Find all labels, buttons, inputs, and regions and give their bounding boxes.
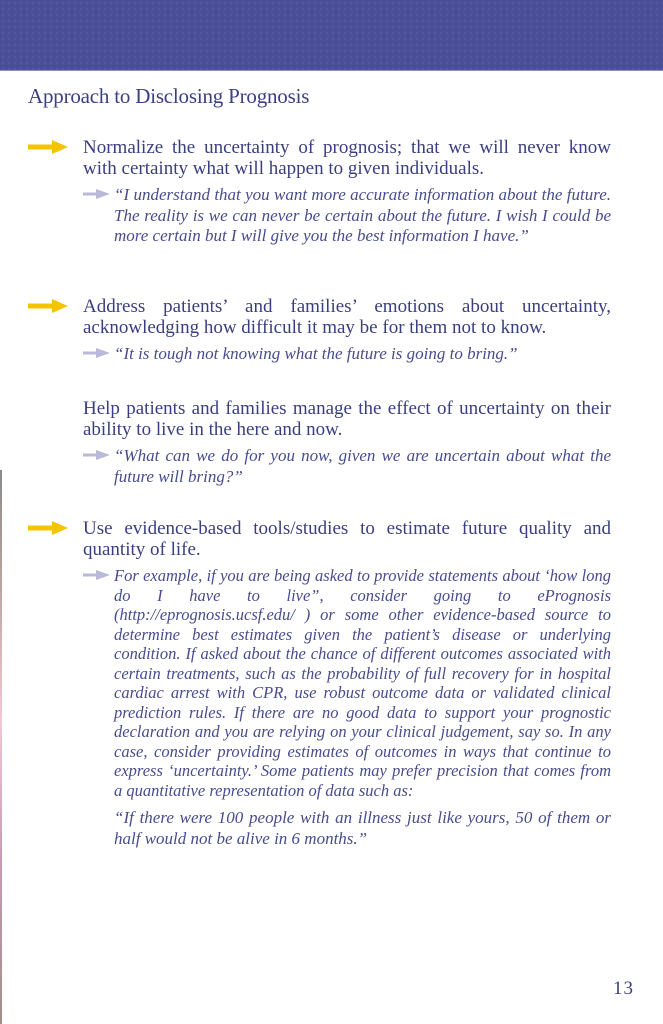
yellow-arrow-icon [28,299,68,313]
item-heading: Normalize the uncertainty of prognosis; that we will never know with certainty what will happen to given individuals. [83,137,611,179]
example-quote: “What can we do for you now, given we are uncertain about what the future will bring?” [114,446,611,486]
item-heading: Use evidence-based tools/studies to estimate future quality and quantity of life. [83,518,611,560]
example-quote: “If there were 100 people with an illness just like yours, 50 of them or half would not be alive in 6 months.” [114,808,611,848]
lavender-arrow-icon [83,570,110,580]
header-band [0,0,663,71]
lavender-arrow-icon [83,348,110,358]
quantitative-example [83,808,611,849]
yellow-arrow-icon [28,521,68,535]
quote-row [83,344,611,365]
page-binding-edge [0,470,2,1024]
yellow-arrow-icon [28,140,68,154]
item-heading: Help patients and families manage the effect of uncertainty on their ability to live in the here and now. [83,398,611,440]
quote-row [83,185,611,247]
page-number: 13 [613,978,634,999]
guidance-item [83,137,611,247]
guidance-item [83,398,611,487]
example-quote: “It is tough not knowing what the future is going to bring.” [114,344,518,363]
evidence-paragraph: For example, if you are being asked to provide statements about ‘how long do I have to live”, consider going to ePrognosis (http://eprognosis.ucsf.edu/ ) or some other evidence-based source to determine best estimates given the patient’s disease or underlying condition. If asked about the chance of different outcomes associated with certain treatments, such as the probability of full recovery for in hospital cardiac arrest with CPR, use robust outcome data or validated clinical prediction rules. If there are no good data to support your prognostic declaration and you are relying on your clinical judgement, say so. In any case, consider providing estimates of outcomes in ways that continue to express ‘uncertainty.’ Some patients may prefer precision that comes from a quantitative representation of data such as: [114,566,611,800]
quote-row [83,566,611,800]
lavender-arrow-icon [83,450,110,460]
guidance-item [83,518,611,849]
page-title: Approach to Disclosing Prognosis [28,84,310,108]
item-heading: Address patients’ and families’ emotions about uncertainty, acknowledging how difficult it may be for them not to know. [83,296,611,338]
example-quote: “I understand that you want more accurate information about the future. The reality is we can never be certain about the future. I wish I could be more certain but I will give you the best information I have.” [114,185,611,245]
guidance-item [83,296,611,365]
lavender-arrow-icon [83,189,110,199]
quote-row [83,446,611,487]
